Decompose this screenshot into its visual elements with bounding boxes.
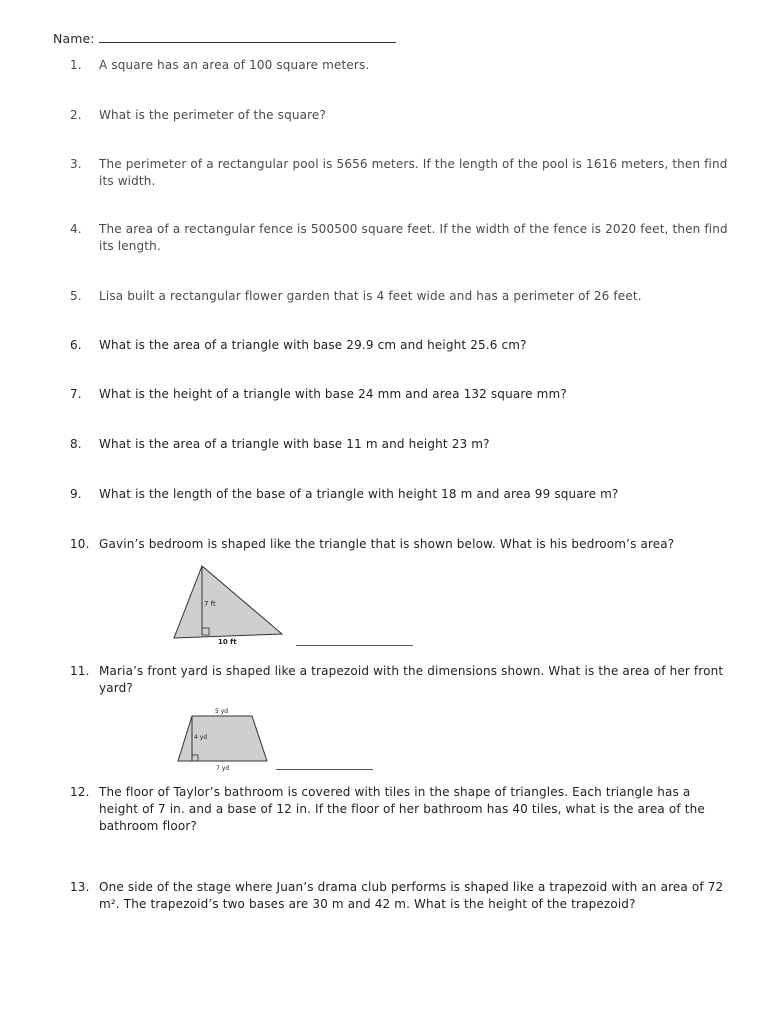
question-number: 11. [70,664,90,678]
trapezoid-top-label: 5 yd [215,708,229,715]
question-number: 4. [70,222,82,236]
question-5 [70,288,730,305]
triangle-base-label: 10 ft [218,638,237,646]
question-1 [70,57,730,74]
question-text: The area of a rectangular fence is 500500 square feet. If the width of the fence is 2020 feet, then find its length. [99,222,728,253]
question-text: What is the perimeter of the square? [99,108,326,122]
triangle-shape [174,566,282,638]
question-text: What is the length of the base of a triangle with height 18 m and area 99 square m? [99,487,619,501]
triangle-figure [170,560,290,650]
name-blank-line[interactable] [99,31,396,43]
question-6 [70,337,730,354]
name-label: Name: [53,31,95,46]
question-number: 1. [70,58,82,72]
question-9 [70,486,730,503]
trapezoid-figure [172,704,272,774]
question-text: The perimeter of a rectangular pool is 5656 meters. If the length of the pool is 1616 meters, then find its width. [99,157,728,188]
question-13 [70,879,730,913]
name-row [53,31,396,46]
question-2 [70,107,730,124]
question-text: A square has an area of 100 square meters. [99,58,370,72]
question-7 [70,386,730,403]
question-12 [70,784,730,835]
question-number: 13. [70,880,90,894]
question-3 [70,156,730,190]
answer-line-10[interactable] [296,645,413,646]
question-number: 6. [70,338,82,352]
question-text: One side of the stage where Juan’s drama club performs is shaped like a trapezoid with an area of 72 m². The trapezoid’s two bases are 30 m and 42 m. What is the height of the trapezoid? [99,880,724,911]
question-10 [70,536,730,553]
answer-line-11[interactable] [276,769,373,770]
question-number: 9. [70,487,82,501]
question-text: What is the area of a triangle with base 29.9 cm and height 25.6 cm? [99,338,527,352]
question-text: Maria’s front yard is shaped like a trapezoid with the dimensions shown. What is the area of her front yard? [99,664,724,695]
question-number: 8. [70,437,82,451]
question-text: What is the area of a triangle with base 11 m and height 23 m? [99,437,490,451]
question-4 [70,221,730,255]
question-text: The floor of Taylor’s bathroom is covered with tiles in the shape of triangles. Each triangle has a height of 7 in. and a base of 12 in. If the floor of her bathroom has 40 tiles, what is the area of the bathroom floor? [99,785,705,833]
question-11 [70,663,730,697]
question-number: 2. [70,108,82,122]
trapezoid-bottom-label: 7 yd [216,765,230,772]
question-number: 3. [70,157,82,171]
triangle-height-label: 7 ft [204,600,216,608]
question-number: 10. [70,537,90,551]
question-number: 5. [70,289,82,303]
question-text: Gavin’s bedroom is shaped like the triangle that is shown below. What is his bedroom’s area? [99,537,675,551]
question-number: 12. [70,785,90,799]
question-text: What is the height of a triangle with base 24 mm and area 132 square mm? [99,387,567,401]
trapezoid-shape [178,716,267,761]
question-number: 7. [70,387,82,401]
question-8 [70,436,730,453]
question-text: Lisa built a rectangular flower garden that is 4 feet wide and has a perimeter of 26 feet. [99,289,642,303]
trapezoid-height-label: 4 yd [194,734,208,741]
